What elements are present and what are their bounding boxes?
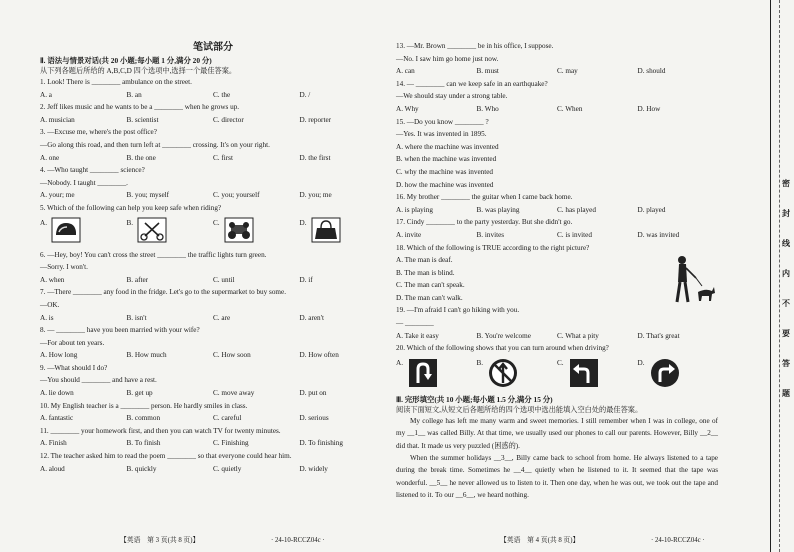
option: D.: [299, 218, 307, 227]
option: A. can: [396, 67, 415, 76]
option: B. when the machine was invented: [396, 155, 497, 164]
question-1: 1. Look! There is ________ ambulance on the street.: [40, 78, 192, 86]
question-4: 4. —Who taught ________ science?: [40, 166, 145, 175]
question-5: 5. Which of the following can help you keep safe when riding?: [40, 203, 222, 212]
options-1: [40, 89, 386, 102]
option: C. first: [213, 153, 233, 162]
option: B. an: [126, 90, 142, 99]
option: C. are: [213, 313, 231, 322]
option: C. quietly: [213, 464, 242, 473]
question-6: 6. —Hey, boy! You can't cross the street ________ the traffic lights turn green.: [40, 250, 267, 259]
cloze-paragraph: My college has left me many warm and sweet memories. I still remember when I was in college, one of my __1__ was called Billy. At that time, we usually used our phones to call our parents. However, Billy __2__ did that. It made us very puzzled (困惑的).: [396, 416, 718, 450]
question-14-reply: —We should stay under a strong table.: [396, 92, 508, 101]
turn-right-sign-icon: [649, 357, 681, 389]
question-13-reply: —No. I saw him go home just now.: [396, 54, 499, 63]
option: D. widely: [299, 464, 328, 473]
question-12: 12. The teacher asked him to read the poem ________ so that everyone could hear him.: [40, 452, 292, 461]
turn-left-sign-icon: [568, 357, 600, 389]
question-7: 7. —There ________ any food in the fridge. Let's go to the supermarket to buy some.: [40, 288, 287, 297]
seal-char: 要: [782, 329, 790, 338]
option: B. isn't: [126, 313, 147, 322]
options-14: [396, 103, 718, 116]
option: B. You're welcome: [476, 331, 531, 340]
option: A. Finish: [40, 439, 67, 448]
helmet-icon: [51, 217, 81, 243]
options-19: [396, 330, 718, 343]
options-9: [40, 387, 386, 400]
option: B. common: [126, 414, 161, 423]
question-18-body: [396, 254, 718, 304]
question-2: 2. Jeff likes music and he wants to be a ________ when he grows up.: [40, 103, 240, 112]
options-2: [40, 114, 386, 127]
option: A. invite: [396, 230, 422, 239]
question-20: 20. Which of the following shows that you can turn around when driving?: [396, 344, 609, 353]
option-picture: [40, 217, 127, 245]
options-20-signs: [396, 357, 718, 391]
option: B. invites: [476, 230, 505, 239]
options-16: [396, 204, 718, 217]
option-picture: [557, 357, 638, 391]
question-19: 19. —I'm afraid I can't go hiking with you.: [396, 306, 520, 315]
option: D. How: [637, 104, 661, 113]
section-heading: Ⅱ. 语法与情景对话(共 20 小题;每小题 1 分,满分 20 分): [40, 56, 212, 65]
option: B. after: [126, 275, 149, 284]
question-16: 16. My brother ________ the guitar when I came back home.: [396, 193, 573, 202]
option-picture: [396, 357, 477, 391]
option: D. how the machine was invented: [396, 180, 494, 189]
question-11: 11. ________ your homework first, and then you can watch TV for twenty minutes.: [40, 426, 281, 435]
option-picture: [638, 357, 719, 391]
option: B.: [476, 358, 484, 367]
options-5-pictures: [40, 217, 386, 245]
question-15-reply: —Yes. It was invented in 1895.: [396, 130, 487, 139]
option: A. where the machine was invented: [396, 142, 499, 151]
option-picture: [127, 217, 214, 245]
option: B. scientist: [126, 115, 159, 124]
toy-car-icon: [224, 217, 254, 243]
question-10: 10. My English teacher is a ________ person. He hardly smiles in class.: [40, 401, 248, 410]
seal-dashed-line: [779, 0, 780, 552]
option: C. Finishing: [213, 439, 249, 448]
option: D. played: [637, 205, 666, 214]
question-9: 9. —What should I do?: [40, 363, 108, 372]
option: D. the first: [299, 153, 331, 162]
scissors-icon: [137, 217, 167, 243]
question-9-reply: —You should ________ and have a rest.: [40, 376, 157, 385]
option: C. may: [557, 67, 578, 76]
option: A. lie down: [40, 389, 74, 398]
option: D.: [637, 358, 645, 367]
option: B. quickly: [126, 464, 157, 473]
question-19-reply: — ________: [396, 319, 434, 328]
seal-char: 线: [782, 239, 790, 248]
no-turning-sign-icon: [487, 357, 519, 389]
seal-char: 题: [782, 389, 790, 398]
option: C.: [557, 358, 564, 367]
option: B. must: [476, 67, 499, 76]
option: D. To finishing: [299, 439, 343, 448]
option: A.: [396, 358, 403, 367]
option: D. serious: [299, 414, 329, 423]
option: B. Who: [476, 104, 499, 113]
option: A. How long: [40, 351, 78, 360]
section-title: 笔试部分: [193, 42, 233, 53]
option: A. when: [40, 275, 65, 284]
question-3-reply: —Go along this road, and then turn left at ________ crossing. It's on your right.: [40, 140, 270, 149]
option: C. why the machine was invented: [396, 167, 494, 176]
question-17: 17. Cindy ________ to the party yesterday. But she didn't go.: [396, 218, 573, 227]
option: C. When: [557, 104, 583, 113]
section-heading: Ⅲ. 完形填空(共 10 小题;每小题 1.5 分,满分 15 分): [396, 394, 553, 404]
option: C. the: [213, 90, 231, 99]
option: A. aloud: [40, 464, 65, 473]
scan-margin: [14, 0, 766, 30]
option: B. the one: [126, 153, 156, 162]
left-column: [40, 38, 386, 475]
question-7-reply: —OK.: [40, 300, 60, 309]
option: A. The man is deaf.: [396, 256, 453, 265]
option: C. is invited: [557, 230, 592, 239]
page-number: 【英语 第 4 页(共 8 页)】: [500, 537, 580, 544]
options-17: [396, 229, 718, 242]
option: C. move away: [213, 389, 255, 398]
option: D. should: [637, 67, 666, 76]
question-14: 14. — ________ can we keep safe in an earthquake?: [396, 79, 548, 88]
options-12: [40, 463, 386, 476]
option: D. reporter: [299, 115, 332, 124]
option: C. you; yourself: [213, 191, 260, 200]
option: A. is playing: [396, 205, 433, 214]
option: A. Take it easy: [396, 331, 439, 340]
question-4-reply: —Nobody. I taught ________.: [40, 178, 128, 187]
option: A. a: [40, 90, 52, 99]
exam-code: · 24-10-RCCZ04c ·: [651, 537, 705, 544]
exam-code: · 24-10-RCCZ04c ·: [271, 537, 325, 544]
option: A. is: [40, 313, 54, 322]
seal-char: 封: [782, 209, 790, 218]
question-6-reply: —Sorry. I won't.: [40, 263, 88, 272]
option-picture: [477, 357, 558, 391]
option: C. How soon: [213, 351, 251, 360]
options-7: [40, 312, 386, 325]
cloze-paragraph: When the summer holidays __3__, Billy came back to school from home. He always listened to a tape during the break time. Sometimes he __4__ quietly when he listened to it. It seemed that the tape was wonderful. __5__ he never allowed us to listen to it. Then one day, when he was out, we took out the tape and listened to it. To our __6__, we heard nothing.: [396, 454, 718, 500]
question-3: 3. —Excuse me, where's the post office?: [40, 128, 157, 137]
seal-char: 内: [782, 269, 790, 278]
option: D. That's great: [637, 331, 680, 340]
option: C. until: [213, 275, 235, 284]
binding-seal-strip: [766, 0, 794, 552]
handbag-icon: [311, 217, 341, 243]
section-instruction: 阅读下面短文,从短文后各题所给的四个选项中选出能填入空白处的最佳答案。: [396, 405, 643, 414]
option: A. fantastic: [40, 414, 74, 423]
option: B. you; myself: [126, 191, 170, 200]
option: A. your; me: [40, 191, 75, 200]
right-column: [396, 40, 718, 502]
option: C. director: [213, 115, 244, 124]
option: D. put on: [299, 389, 327, 398]
option: D. /: [299, 90, 311, 99]
u-turn-sign-icon: [407, 357, 439, 389]
blind-man-with-guide-dog-icon: [668, 254, 718, 306]
fold-line: [770, 0, 771, 552]
option: D. aren't: [299, 313, 324, 322]
option-picture: [213, 217, 300, 245]
option: D. you; me: [299, 191, 332, 200]
option: C. What a pity: [557, 331, 599, 340]
option: B. get up: [126, 389, 153, 398]
option: C. careful: [213, 414, 242, 423]
section-instruction: 从下列各题后所给的 A,B,C,D 四个选项中,选择一个最佳答案。: [40, 67, 237, 75]
option: D. if: [299, 275, 313, 284]
options-11: [40, 437, 386, 450]
option: A. musician: [40, 115, 75, 124]
seal-char: 不: [782, 299, 790, 308]
question-8-reply: —For about ten years.: [40, 338, 105, 347]
option: A.: [40, 218, 47, 227]
question-15: 15. —Do you know ________ ?: [396, 117, 489, 126]
option: D. How often: [299, 351, 339, 360]
option: D. The man can't walk.: [396, 293, 463, 302]
option: B. The man is blind.: [396, 268, 455, 277]
seal-char: 答: [782, 359, 790, 368]
page-footer-right: [500, 534, 705, 544]
question-8: 8. — ________ have you been married with your wife?: [40, 326, 200, 335]
option: B. How much: [126, 351, 167, 360]
options-6: [40, 274, 386, 287]
options-3: [40, 152, 386, 165]
page-footer-left: [120, 534, 325, 544]
options-8: [40, 349, 386, 362]
option: C.: [213, 218, 220, 227]
option: A. one: [40, 153, 60, 162]
page-number: 【英语 第 3 页(共 8 页)】: [120, 537, 200, 544]
option: C. has played: [557, 205, 596, 214]
question-13: 13. —Mr. Brown ________ be in his office, I suppose.: [396, 42, 554, 50]
options-10: [40, 412, 386, 425]
option: D. was invited: [637, 230, 680, 239]
option: B.: [126, 218, 134, 227]
option-picture: [300, 217, 387, 245]
option: C. The man can't speak.: [396, 281, 465, 290]
options-4: [40, 189, 386, 202]
seal-char: 密: [782, 179, 790, 188]
option: A. Why: [396, 104, 419, 113]
option: B. was playing: [476, 205, 520, 214]
option: B. To finish: [126, 439, 161, 448]
question-18: 18. Which of the following is TRUE according to the right picture?: [396, 243, 590, 252]
options-13: [396, 65, 718, 78]
